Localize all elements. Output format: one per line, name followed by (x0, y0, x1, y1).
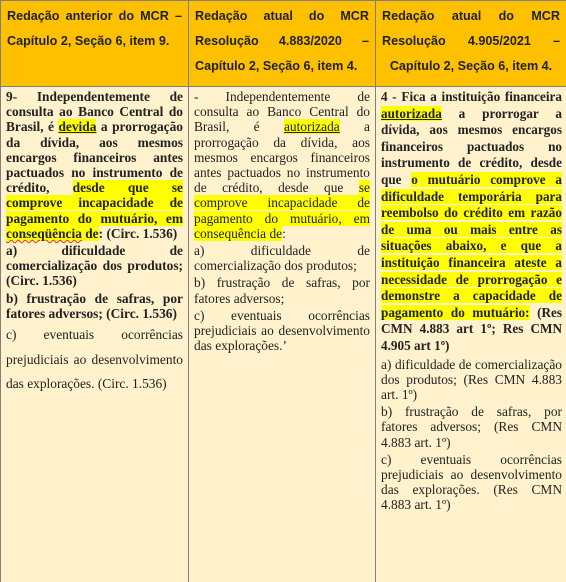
paragraph-main: 4 - Fica a instituição financeira autorizada a prorrogar a dívida, aos mesmos encargos financeiros pactuados no instrumento de crédito, desde que o mutuário comprove a dificuldade temporária para reembolso do crédito em razão de uma ou mais entre as situações abaixo, e que a instituição financeira ateste a necessidade de prorrogação e demonstre a capacidade de pagamento do mutuário: (Res CMN 4.883 art 1º; Res CMN 4.905 art 1º) (381, 89, 562, 353)
header-line: Redação atual do MCR (382, 9, 560, 23)
header-line: Resolução 4.905/2021 – (382, 34, 560, 48)
header-line: Capítulo 2, Seção 6, item 4. (195, 59, 358, 73)
item-c: c) eventuais ocorrências prejudiciais ao desenvolvimento das explorações. (Circ. 1.536) (6, 327, 183, 392)
body-col-4883 (189, 87, 376, 582)
item-a: a) dificuldade de comercialização dos produtos; (Res CMN 4.883 art. 1º) (381, 356, 562, 402)
item-c: c) eventuais ocorrências prejudiciais ao desenvolvimento das explorações.’ (194, 307, 370, 354)
header-col-4883 (189, 1, 376, 87)
item-c: c) eventuais ocorrências prejudiciais ao desenvolvimento das explorações. (Res CMN 4.883 art. 1º) (381, 451, 562, 513)
header-line: Capítulo 2, Seção 6, item 9. (7, 34, 170, 48)
item-b: b) frustração de safras, por fatores adversos; (Circ. 1.536) (6, 290, 183, 321)
item-a: a) dificuldade de comercialização dos produtos; (194, 243, 370, 274)
paragraph-main: 9- Independentemente de consulta ao Banco Central do Brasil, é devida a prorrogação da dívida, aos mesmos encargos financeiros antes pactuados no instrumento de crédito, desde que se comprove incapacidade de pagamento do mutuário, em conseqüência de: (Circ. 1.536) (6, 89, 183, 241)
header-line: Capítulo 2, Seção 6, item 4. (389, 59, 553, 73)
header-line: Redação anterior do MCR – (7, 9, 182, 23)
body-col-anterior (1, 87, 189, 582)
paragraph-main: - Independentemente de consulta ao Banco Central do Brasil, é autorizada a prorrogação da dívida, aos mesmos encargos financeiros antes pactuados no instrumento de crédito, desde que se comprove incapacidade de pagamento do mutuário, em consequência de: (194, 89, 370, 241)
body-col-4905 (376, 87, 566, 582)
item-b: b) frustração de safras, por fatores adversos; (194, 275, 370, 306)
header-line: Redação atual do MCR (195, 9, 369, 23)
item-a: a) dificuldade de comercialização dos produtos; (Circ. 1.536) (6, 243, 183, 289)
item-b: b) frustração de safras, por fatores adversos; (Res CMN 4.883 art. 1º) (381, 404, 562, 450)
header-col-4905 (376, 1, 566, 87)
header-col-anterior (1, 1, 189, 87)
header-line: Resolução 4.883/2020 – (195, 34, 369, 48)
